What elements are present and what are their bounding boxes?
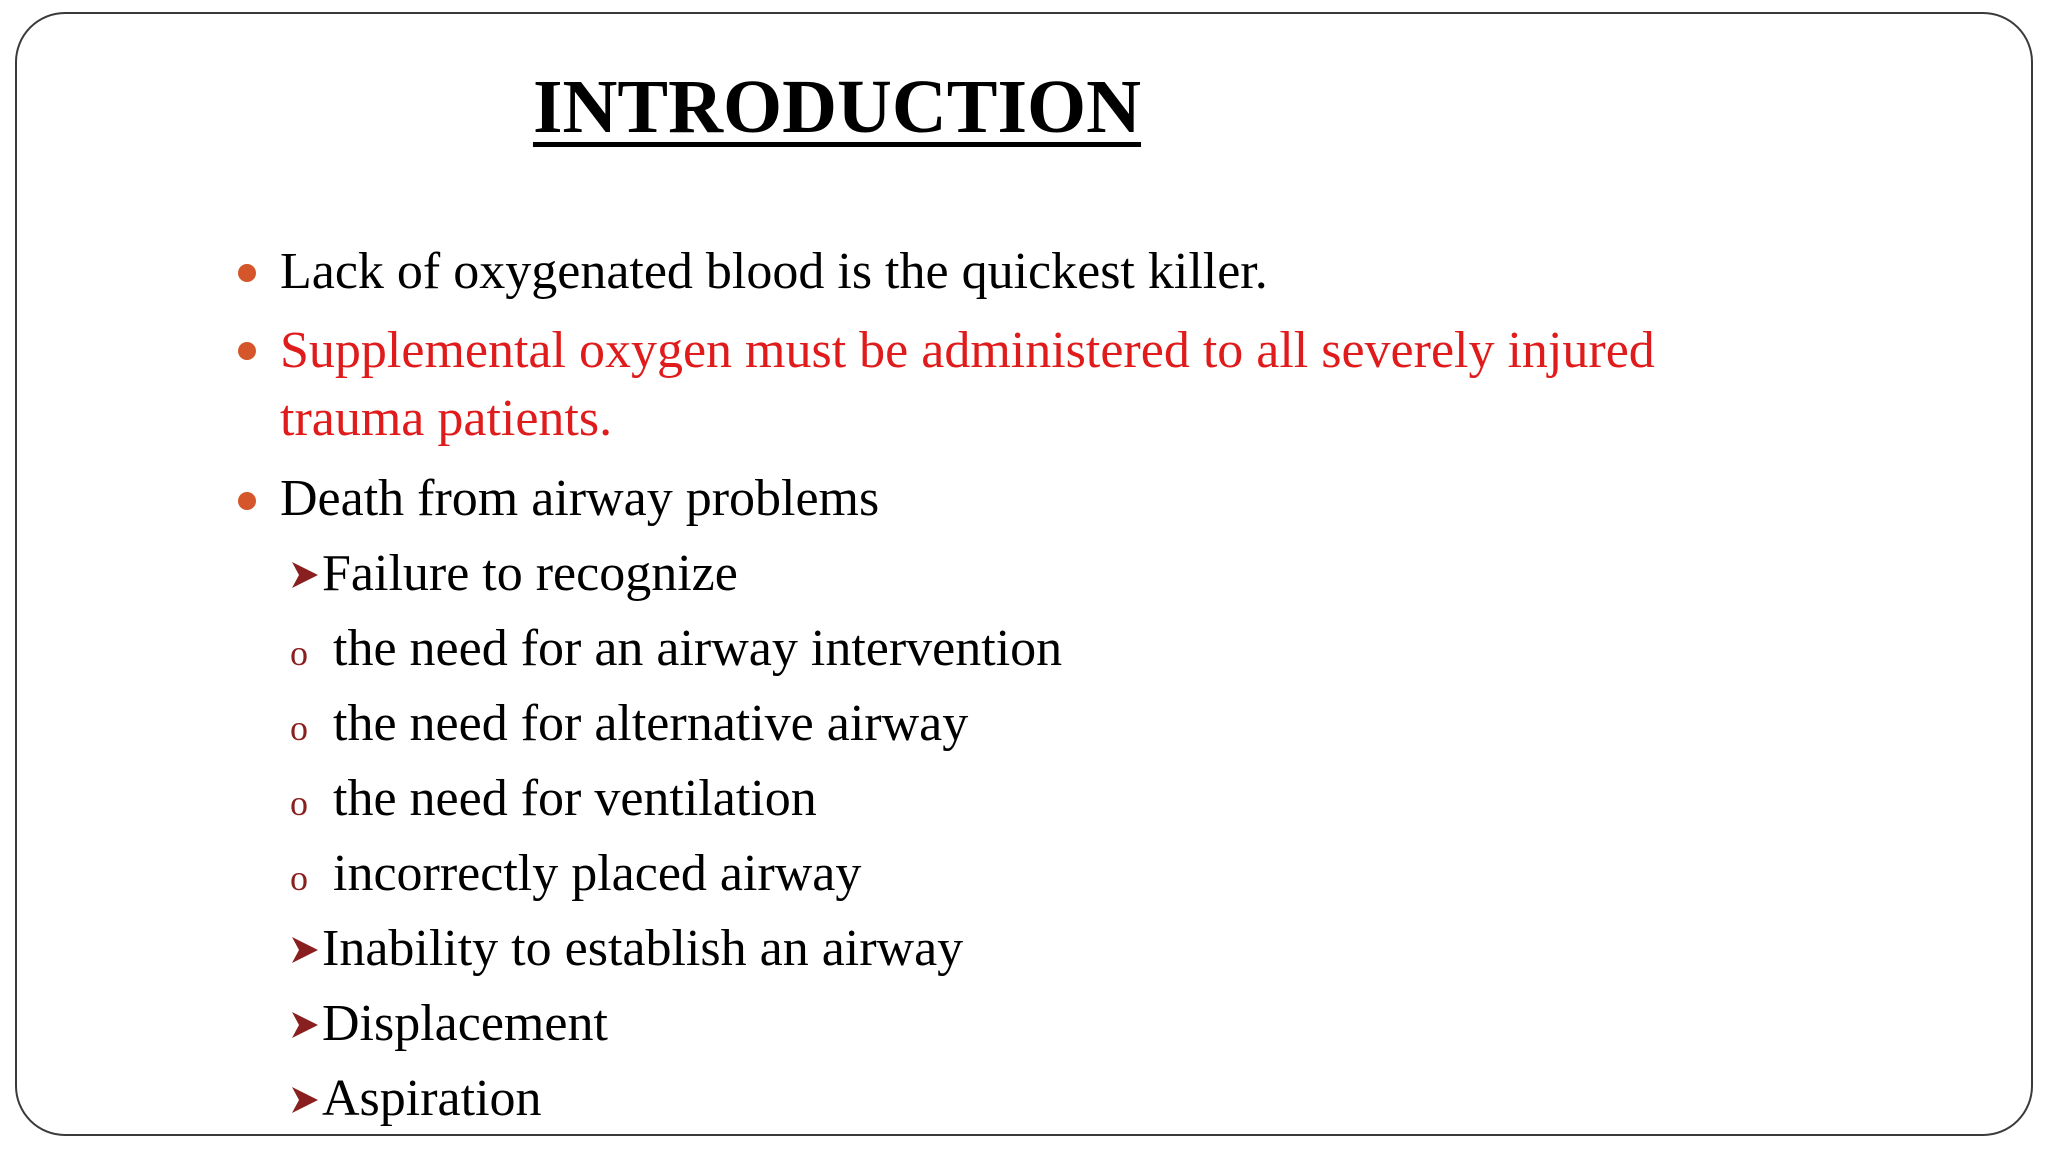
bullet-2-line-2: trauma patients. — [280, 390, 613, 447]
list-item — [290, 918, 963, 980]
list-item-label: Aspiration — [322, 1070, 542, 1127]
list-item-label: the need for alternative airway — [333, 695, 969, 752]
list-item-label: the need for ventilation — [333, 770, 817, 827]
arrowhead-icon — [290, 1010, 322, 1040]
list-item-label: Inability to establish an airway — [322, 920, 964, 977]
bullet-dot-icon — [238, 264, 256, 282]
bullet-dot-icon — [238, 342, 256, 360]
bullet-3-text: Death from airway problems — [280, 470, 880, 527]
list-item-label: Displacement — [322, 995, 608, 1052]
list-item — [290, 768, 817, 834]
arrowhead-icon — [290, 560, 322, 590]
hollow-circle-icon: o — [290, 783, 308, 823]
hollow-circle-icon: o — [290, 858, 308, 898]
arrowhead-icon — [290, 935, 322, 965]
hollow-circle-icon: o — [290, 708, 308, 748]
list-item — [290, 618, 1062, 684]
list-item — [290, 1068, 542, 1130]
bullet-dot-icon — [238, 492, 256, 510]
list-item — [290, 843, 861, 909]
bullet-2-line-1: Supplemental oxygen must be administered to all severely injured — [280, 322, 1655, 379]
failure-heading-label: Failure to recognize — [322, 545, 738, 602]
arrowhead-icon — [290, 1085, 322, 1115]
bullet-1-text: Lack of oxygenated blood is the quickest killer. — [280, 243, 1268, 300]
list-item-label: the need for an airway intervention — [333, 620, 1063, 677]
list-item — [290, 993, 608, 1055]
subpoint-failure-heading — [290, 543, 738, 605]
list-item-label: incorrectly placed airway — [333, 845, 862, 902]
hollow-circle-icon: o — [290, 633, 308, 673]
list-item — [290, 693, 968, 759]
slide-title: INTRODUCTION — [532, 65, 1142, 149]
